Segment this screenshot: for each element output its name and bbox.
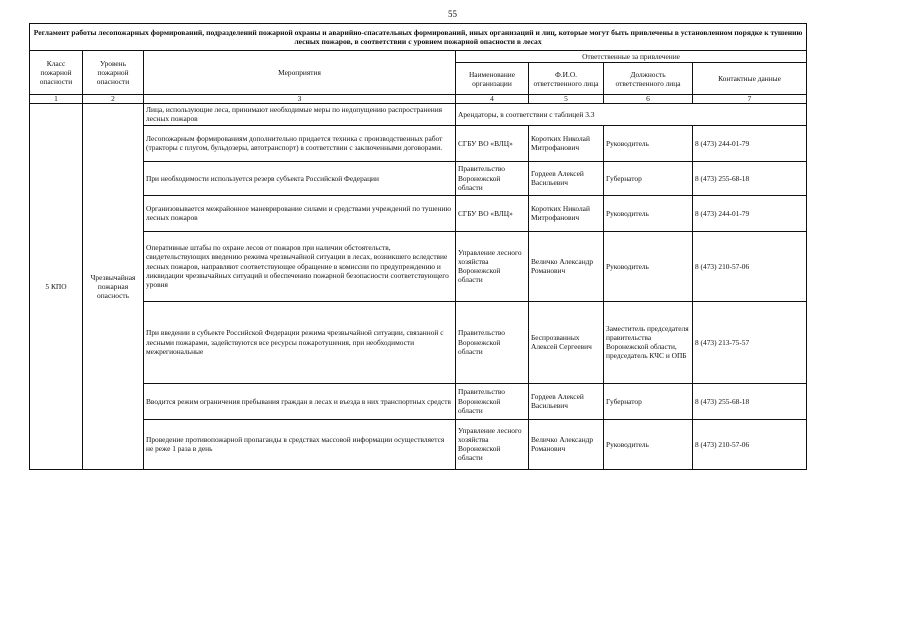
- position-cell: Заместитель председателя правительства Воронежской области, председатель КЧС и ОПБ: [604, 301, 693, 383]
- column-number: 3: [144, 95, 456, 104]
- table-row: [30, 419, 807, 469]
- measure-cell: Вводится режим ограничения пребывания граждан в лесах и въезда в них транспортных средств: [144, 383, 456, 419]
- table-row: [30, 383, 807, 419]
- org-cell: Управление лесного хозяйства Воронежской области: [456, 231, 529, 301]
- column-number: 1: [30, 95, 83, 104]
- measure-cell: Проведение противопожарной пропаганды в средствах массовой информации осуществляется не реже 1 раза в день: [144, 419, 456, 469]
- header-contacts: Контактные данные: [693, 63, 807, 95]
- header-position: Должность ответственного лица: [604, 63, 693, 95]
- contacts-cell: 8 (473) 210-57-06: [693, 419, 807, 469]
- fio-cell: Гордеев Алексей Васильевич: [529, 161, 604, 195]
- measure-cell: При введении в субъекте Российской Федерации режима чрезвычайной ситуации, связанной с лесными пожарами, задействуются все ресурсы пожаротушения, при необходимости межрегиональные: [144, 301, 456, 383]
- regulation-table: [29, 23, 807, 470]
- fio-cell: Коротких Николай Митрофанович: [529, 125, 604, 161]
- org-cell: Правительство Воронежской области: [456, 383, 529, 419]
- fio-cell: Величко Александр Романович: [529, 419, 604, 469]
- org-cell: СГБУ ВО «ВЛЦ»: [456, 195, 529, 231]
- contacts-cell: 8 (473) 213-75-57: [693, 301, 807, 383]
- contacts-cell: 8 (473) 244-01-79: [693, 195, 807, 231]
- header-responsible: Ответственные за привлечение: [456, 51, 807, 63]
- class-cell: 5 КПО: [30, 104, 83, 469]
- table-row: [30, 125, 807, 161]
- table-row: [30, 161, 807, 195]
- contacts-cell: 8 (473) 210-57-06: [693, 231, 807, 301]
- header-org: Наименование организации: [456, 63, 529, 95]
- org-cell: Управление лесного хозяйства Воронежской области: [456, 419, 529, 469]
- org-cell: СГБУ ВО «ВЛЦ»: [456, 125, 529, 161]
- header-fio: Ф.И.О. ответственного лица: [529, 63, 604, 95]
- position-cell: Руководитель: [604, 231, 693, 301]
- table-row: [30, 195, 807, 231]
- level-cell: Чрезвычайная пожарная опасность: [83, 104, 144, 469]
- header-class: Класс пожарной опасности: [30, 51, 83, 95]
- position-cell: Губернатор: [604, 161, 693, 195]
- fio-cell: Гордеев Алексей Васильевич: [529, 383, 604, 419]
- measure-cell: При необходимости используется резерв субъекта Российской Федерации: [144, 161, 456, 195]
- table-title: Регламент работы лесопожарных формирований, подразделений пожарной охраны и аварийно-спасательных формирований, иных организаций и лиц, которые могут быть привлечены в установленном порядке к тушению лесных пожаров, в соответствии с уровнем пожарной опасности в лесах: [30, 24, 807, 51]
- table-row: [30, 231, 807, 301]
- measure-cell: Организовывается межрайонное маневрирование силами и средствами учреждений по тушению лесных пожаров: [144, 195, 456, 231]
- table-row: [30, 104, 807, 125]
- position-cell: Руководитель: [604, 419, 693, 469]
- contacts-cell: 8 (473) 255-68-18: [693, 161, 807, 195]
- header-measures: Мероприятия: [144, 51, 456, 95]
- position-cell: Руководитель: [604, 125, 693, 161]
- contacts-cell: 8 (473) 244-01-79: [693, 125, 807, 161]
- column-number: 6: [604, 95, 693, 104]
- measure-cell: Оперативные штабы по охране лесов от пожаров при наличии обстоятельств, свидетельствующих введению режима чрезвычайной ситуации в лесах, возникшего вследствие лесных пожаров, направляют соответствующее обращение в комиссии по предупреждению и ликвидации чрезвычайных ситуаций и обеспечению пожарной безопасности соответствующего уровня: [144, 231, 456, 301]
- org-cell: Правительство Воронежской области: [456, 301, 529, 383]
- org-cell: Правительство Воронежской области: [456, 161, 529, 195]
- page-number: 55: [448, 9, 457, 19]
- fio-cell: Беспрозванных Алексей Сергеевич: [529, 301, 604, 383]
- merged-responsible-cell: Арендаторы, в соответствии с таблицей 3.3: [456, 104, 807, 125]
- column-number: 7: [693, 95, 807, 104]
- measure-cell: Лесопожарным формированиям дополнительно придается техника с производственных работ (тракторы с плугом, бульдозеры, автотранспорт) в соответствии с заключенными договорами.: [144, 125, 456, 161]
- position-cell: Руководитель: [604, 195, 693, 231]
- fio-cell: Величко Александр Романович: [529, 231, 604, 301]
- fio-cell: Коротких Николай Митрофанович: [529, 195, 604, 231]
- column-number: 4: [456, 95, 529, 104]
- column-number: 5: [529, 95, 604, 104]
- measure-cell: Лица, использующие леса, принимают необходимые меры по недопущению распространения лесных пожаров: [144, 104, 456, 125]
- column-number: 2: [83, 95, 144, 104]
- position-cell: Губернатор: [604, 383, 693, 419]
- header-level: Уровень пожарной опасности: [83, 51, 144, 95]
- contacts-cell: 8 (473) 255-68-18: [693, 383, 807, 419]
- table-row: [30, 301, 807, 383]
